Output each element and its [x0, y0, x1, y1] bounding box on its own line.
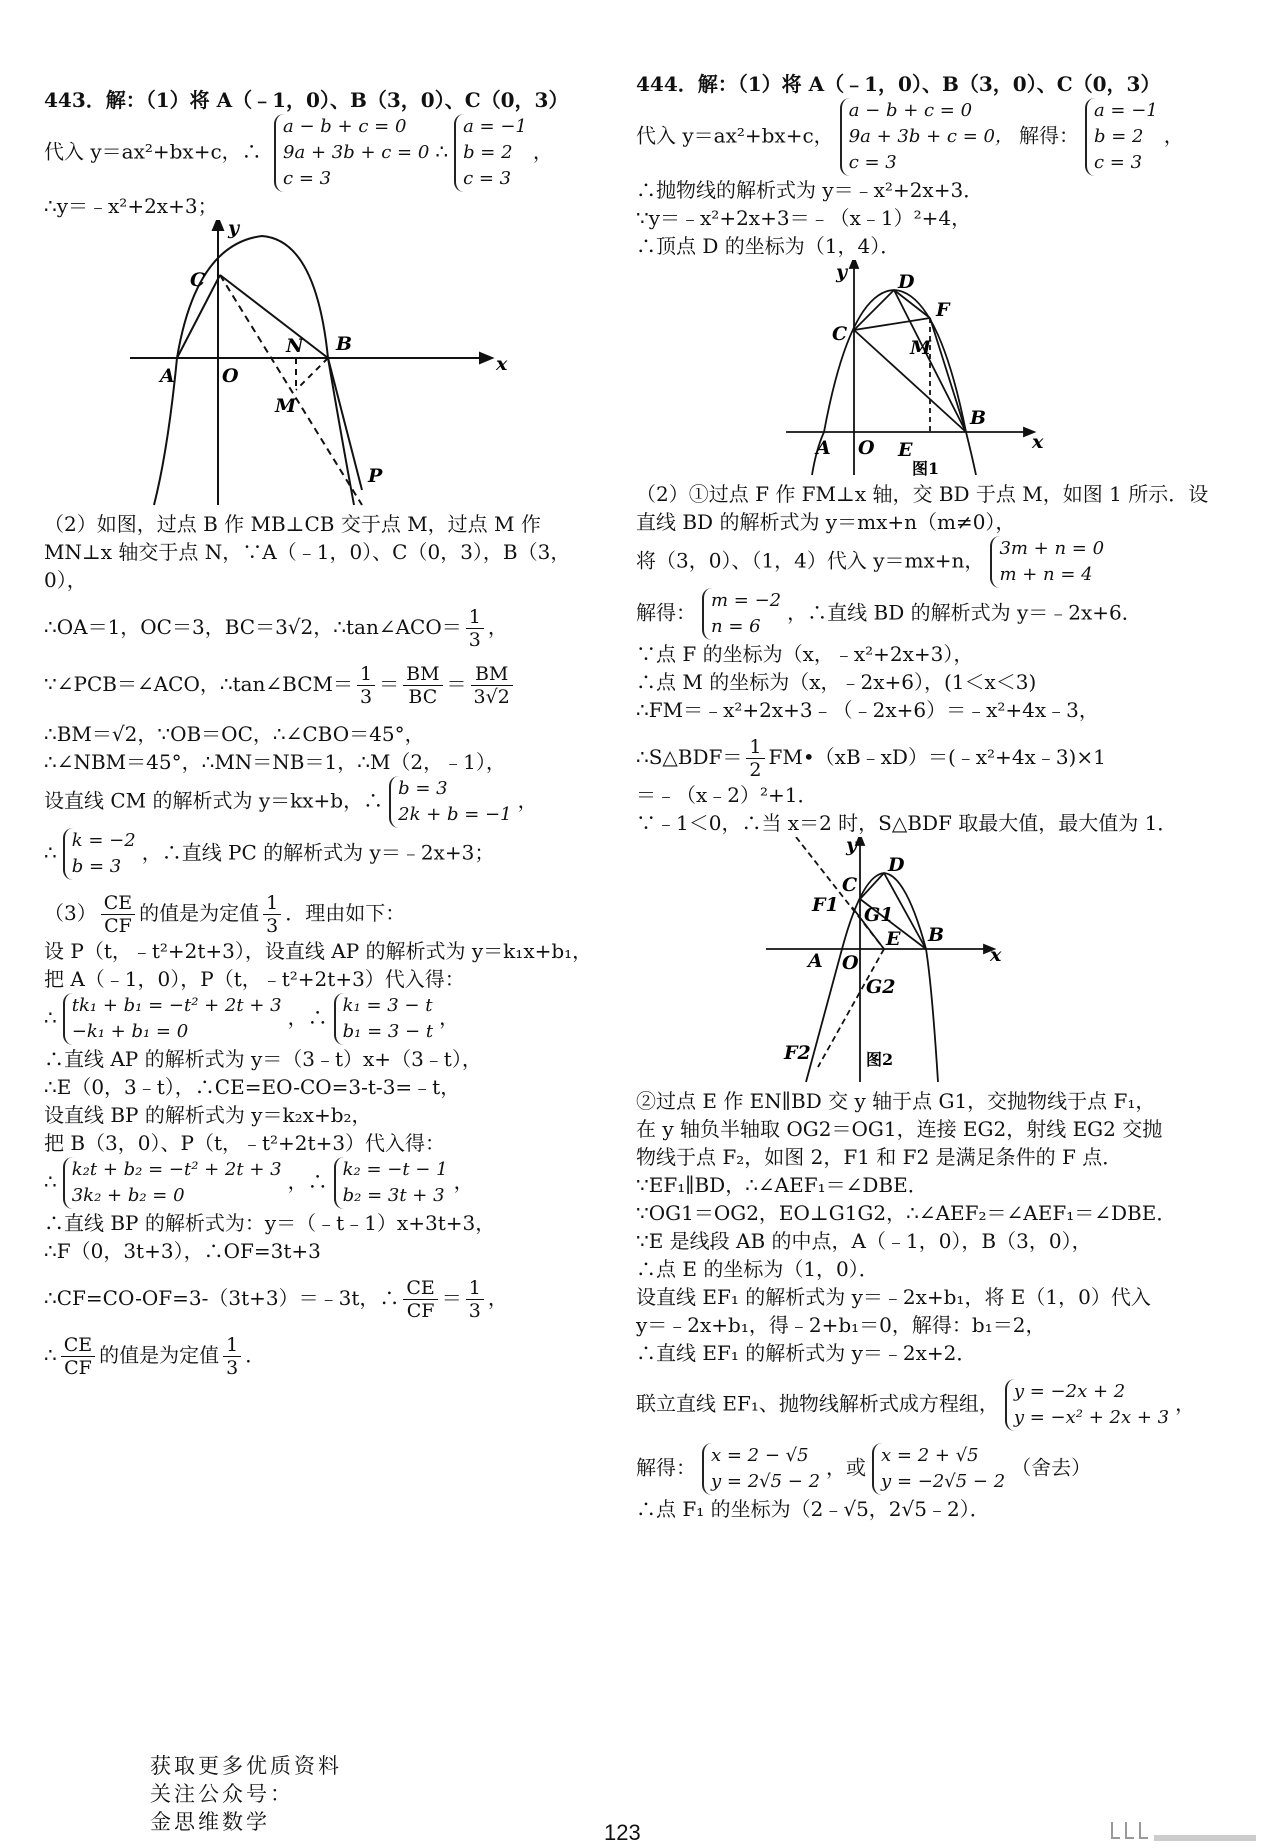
p443-result: ∴y＝﹣x²+2x+3；	[44, 194, 218, 218]
fig443-x: x	[496, 353, 508, 375]
p444-solutions: 解得： x = 2 − √5 y = 2√5 − 2 ，或 x = 2 + √5 y = −2√5 − 2 （舍去）	[636, 1443, 1246, 1495]
svg-text:A: A	[816, 437, 831, 459]
svg-text:D: D	[898, 271, 915, 293]
svg-text:G1: G1	[864, 904, 894, 926]
svg-text:y: y	[846, 837, 858, 856]
page-number: 123	[604, 1820, 641, 1845]
fig443-O: O	[222, 365, 239, 387]
svg-text:F: F	[936, 299, 950, 321]
svg-text:E: E	[886, 928, 901, 950]
svg-text:M: M	[910, 337, 932, 359]
p444-figure-2	[766, 837, 1006, 1087]
p443-pc: ∴ k = −2 b = 3 ，∴直线 PC 的解析式为 y＝﹣2x+3；	[44, 828, 634, 880]
p444-bd-solve: 解得： m = −2 n = 6 ，∴直线 BD 的解析式为 y＝﹣2x+6．	[636, 588, 1246, 640]
p443-part3: （3） $\frac{CE}{CF}$ 的值是为定值 $\frac{1}{3}$ ．理由如下：	[44, 892, 406, 937]
svg-text:图1: 图1	[912, 459, 940, 478]
p444-area: ∴S△BDF＝ $\frac{1}{2}$ FM•（xB﹣xD）＝(﹣x²+4x﹣3)×1	[636, 736, 1106, 781]
p443-cm: 设直线 CM 的解析式为 y＝kx+b，∴ b = 3 2k + b = −1 ，	[44, 776, 634, 828]
svg-text:B: B	[970, 407, 987, 429]
svg-text:O: O	[842, 952, 859, 974]
fig443-B: B	[336, 333, 353, 355]
svg-text:y: y	[836, 261, 848, 283]
p444-substitution: 代入 y＝ax²+bx+c， a − b + c = 0 9a + 3b + c = 0， c = 3 解得： a = −1 b = 2 c = 3 ，	[636, 98, 1246, 176]
svg-text:x: x	[990, 944, 1002, 966]
footer-promo: 获取更多优质资料 关注公众号： 金思维数学	[150, 1754, 342, 1834]
toolbar-decoration-icon	[1110, 1818, 1260, 1842]
svg-text:x: x	[1032, 431, 1044, 453]
p443-system-1: a − b + c = 0 9a + 3b + c = 0 c = 3	[274, 114, 429, 192]
fig443-C: C	[190, 269, 206, 291]
svg-text:C: C	[832, 323, 848, 345]
p443-final: ∴ $\frac{CE}{CF}$ 的值是为定值 $\frac{1}{3}$ ．	[44, 1334, 266, 1379]
svg-text:O: O	[858, 437, 875, 459]
svg-text:C: C	[842, 874, 858, 896]
p443-substitution: 代入 y＝ax²+bx+c，∴ a − b + c = 0 9a + 3b + c = 0 c = 3 ∴ a = −1 b = 2 c = 3 ，	[44, 114, 634, 192]
svg-text:图2: 图2	[866, 1050, 894, 1069]
svg-text:D: D	[888, 854, 905, 876]
fig443-M: M	[275, 395, 297, 417]
svg-text:B: B	[928, 924, 945, 946]
p443-tan-aco: ∴OA＝1，OC＝3，BC＝3√2，∴tan∠ACO＝ $\frac{1}{3}$ ，	[44, 606, 508, 651]
p444-header: 444．解：（1）将 A（﹣1，0）、B（3，0）、C（0，3）	[636, 72, 1161, 96]
svg-text:A: A	[808, 950, 823, 972]
svg-text:F1: F1	[812, 894, 839, 916]
svg-text:E: E	[898, 439, 913, 461]
fig443-P: P	[368, 465, 383, 487]
problem-443: 443．解：（1）将 A（﹣1，0）、B（3，0）、C（0，3） 代入 y＝ax²+bx+c，∴ a − b + c = 0 9a + 3b + c = 0 c = 3 ∴ a = −1 b = 2 c = 3 ， ∴y＝﹣x²+2x+3； y x C A O N B M P （2）如图，过点 B 作 MB⊥CB 交于点 M，过点 M 作 MN⊥x 轴交于点 N，∵A（﹣1，0）、C（0，3），B（3， 0）， ∴OA＝1，OC＝3，BC＝3√2，∴tan∠ACO＝ $\frac{1}{3}$ ， ∵∠PCB＝∠ACO，∴tan∠BCM＝ $\frac{1}{3}$ ＝ $\frac{BM}{BC}$ ＝ $\frac{BM}{3√2}$ ∴BM＝√2，∵OB＝OC，∴∠CBO＝45°， ∴∠NBM＝45°，∴MN＝NB＝1，∴M（2，﹣1）， 设直线 CM 的解析式为 y＝kx+b，∴ b = 3 2k + b = −1 ， ∴ k = −2 b = 3 ，∴直线 PC 的解析式为 y＝﹣2x+3； （3） $\frac{CE}{CF}$ 的值是为定值 $\frac{1}{3}$ ．理由如下： 设 P（t，﹣t²+2t+3），设直线 AP 的解析式为 y＝k₁x+b₁， 把 A（﹣1，0），P（t，﹣t²+2t+3）代入得： ∴ tk₁ + b₁ = −t² + 2t + 3 −k₁ + b₁ = 0 ，∴ k₁ = 3 − t b₁ = 3 − t ， ∴直线 AP 的解析式为 y＝（3﹣t）x+（3﹣t）， ∴E（0，3﹣t），∴CE=EO-CO=3-t-3=﹣t， 设直线 BP 的解析式为 y＝k₂x+b₂， 把 B（3，0）、P（t，﹣t²+2t+3）代入得： ∴ k₂t + b₂ = −t² + 2t + 3 3k₂ + b₂ = 0 ，∴ k₂ = −t − 1 b₂ = 3t + 3 ， ∴直线 BP 的解析式为：y＝（﹣t﹣1）x+3t+3， ∴F（0，3t+3），∴OF=3t+3 ∴CF=CO-OF=3-（3t+3）＝﹣3t，∴ $\frac{CE}{CF}$ ＝ $\frac{1}{3}$ ， ∴ $\frac{CE}{CF}$ 的值是为定值 $\frac{1}{3}$ ．	[44, 86, 634, 1379]
p443-tan-bcm: ∵∠PCB＝∠ACO，∴tan∠BCM＝ $\frac{1}{3}$ ＝ $\frac{BM}{BC}$ ＝ $\frac{BM}{3√2}$	[44, 663, 634, 708]
p443-system-2: a = −1 b = 2 c = 3	[454, 114, 527, 192]
fig443-A: A	[160, 365, 175, 387]
p444-bd-sys: 将（3，0）、（1，4）代入 y＝mx+n， 3m + n = 0 m + n = 4	[636, 536, 1246, 588]
p443-sys-ap: ∴ tk₁ + b₁ = −t² + 2t + 3 −k₁ + b₁ = 0 ，∴ k₁ = 3 − t b₁ = 3 − t ，	[44, 993, 634, 1045]
p443-header: 443．解：（1）将 A（﹣1，0）、B（3，0）、C（0，3）	[44, 88, 569, 112]
p444-joint-system: 联立直线 EF₁、抛物线解析式成方程组， y = −2x + 2 y = −x² + 2x + 3 ，	[636, 1379, 1246, 1431]
svg-text:F2: F2	[784, 1042, 811, 1064]
svg-text:G2: G2	[866, 976, 896, 998]
p443-figure	[130, 220, 510, 510]
problem-444: 444．解：（1）将 A（﹣1，0）、B（3，0）、C（0，3） 代入 y＝ax²+bx+c， a − b + c = 0 9a + 3b + c = 0， c = 3 解得： a = −1 b = 2 c = 3 ， ∴抛物线的解析式为 y＝﹣x²+2x+3． ∵y＝﹣x²+2x+3＝﹣（x﹣1）²+4， ∴顶点 D 的坐标为（1，4）． y x D F C M B A O E 图1 （2）①过点 F 作 FM⊥x 轴，交 BD 于点 M，如图 1 所示．设 直线 BD 的解析式为 y＝mx+n（m≠0）， 将（3，0）、（1，4）代入 y＝mx+n， 3m + n = 0 m + n = 4 解得： m = −2 n = 6 ，∴直线 BD 的解析式为 y＝﹣2x+6． ∵点 F 的坐标为（x，﹣x²+2x+3）， ∴点 M 的坐标为（x，﹣2x+6），(1＜x＜3) ∴FM＝﹣x²+2x+3﹣（﹣2x+6）＝﹣x²+4x﹣3， ∴S△BDF＝ $\frac{1}{2}$ FM•（xB﹣xD）＝(﹣x²+4x﹣3)×1 ＝﹣（x﹣2）²+1． ∵﹣1＜0，∴当 x＝2 时，S△BDF 取最大值，最大值为 1． y x D C F1 G1 E B A O G2 F2 图2 ②过点 E 作 EN∥BD 交 y 轴于点 G1，交抛物线于点 F₁， 在 y 轴负半轴取 OG2＝OG1，连接 EG2，射线 EG2 交抛 物线于点 F₂，如图 2，F1 和 F2 是满足条件的 F 点． ∵EF₁∥BD，∴∠AEF₁＝∠DBE． ∵OG1＝OG2，EO⊥G1G2，∴∠AEF₂＝∠AEF₁＝∠DBE． ∵E 是线段 AB 的中点，A（﹣1，0），B（3，0）， ∴点 E 的坐标为（1，0）． 设直线 EF₁ 的解析式为 y＝﹣2x+b₁，将 E（1，0）代入 y＝﹣2x+b₁，得﹣2+b₁＝0，解得：b₁＝2， ∴直线 EF₁ 的解析式为 y＝﹣2x+2． 联立直线 EF₁、抛物线解析式成方程组， y = −2x + 2 y = −x² + 2x + 3 ， 解得： x = 2 − √5 y = 2√5 − 2 ，或 x = 2 + √5 y = −2√5 − 2 （舍去） ∴点 F₁ 的坐标为（2﹣√5，2√5﹣2）．	[636, 70, 1246, 1523]
p443-cf: ∴CF=CO-OF=3-（3t+3）＝﹣3t，∴ $\frac{CE}{CF}$ ＝ $\frac{1}{3}$ ，	[44, 1277, 508, 1322]
fig443-y: y	[228, 220, 240, 239]
fig443-N: N	[286, 335, 304, 357]
p444-figure-1	[786, 260, 1046, 480]
p443-sys-bp: ∴ k₂t + b₂ = −t² + 2t + 3 3k₂ + b₂ = 0 ，∴ k₂ = −t − 1 b₂ = 3t + 3 ，	[44, 1157, 634, 1209]
